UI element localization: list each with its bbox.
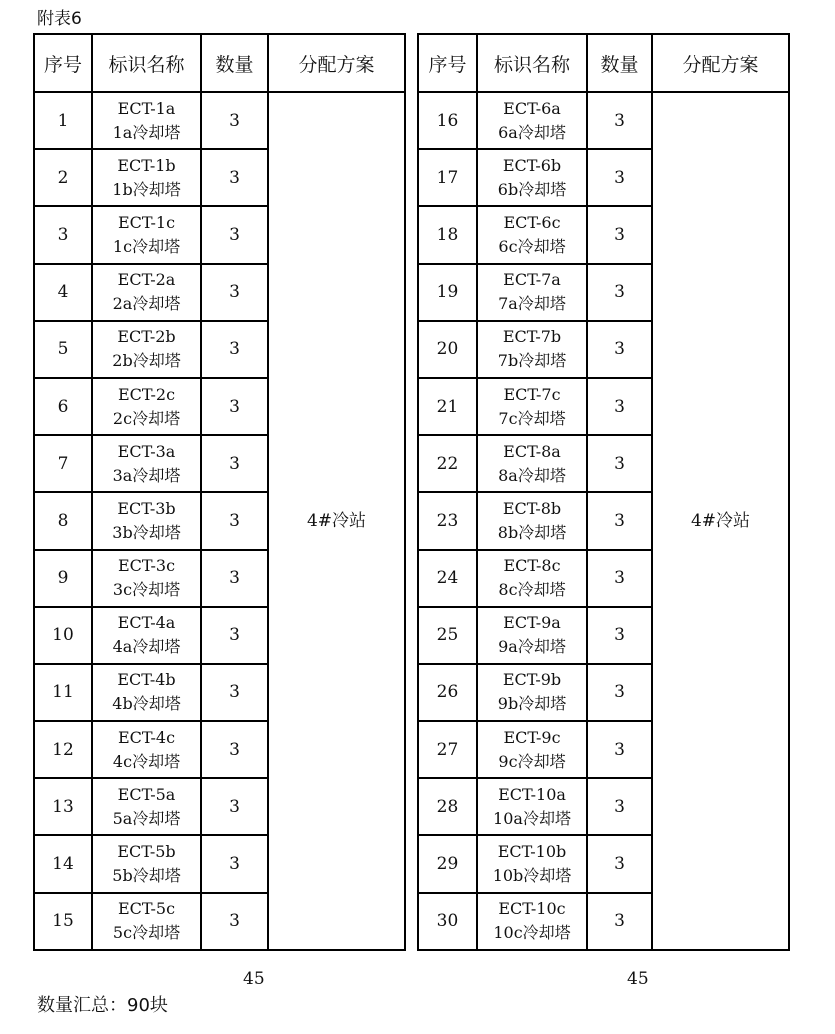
header-row [418, 34, 789, 92]
row-code: ECT-4b [117, 670, 176, 690]
row-index: 15 [34, 893, 92, 950]
row-code: ECT-10c [498, 899, 566, 919]
row-name: 5c冷却塔 [112, 923, 181, 943]
row-name: 10a冷却塔 [493, 808, 571, 828]
row-quantity: 3 [201, 893, 268, 950]
row-name: 7a冷却塔 [498, 294, 566, 314]
row-quantity: 3 [201, 149, 268, 206]
row-code: ECT-4c [117, 727, 176, 747]
row-quantity: 3 [201, 721, 268, 778]
row-index: 16 [418, 92, 477, 149]
row-code: ECT-9c [503, 727, 561, 747]
row-name: 4a冷却塔 [112, 637, 181, 657]
row-index: 10 [34, 607, 92, 664]
allocation-plan: 4#冷站 [652, 92, 789, 950]
row-quantity: 3 [587, 550, 652, 607]
row-index: 19 [418, 264, 477, 321]
row-index: 12 [34, 721, 92, 778]
row-name: 7c冷却塔 [498, 408, 566, 428]
row-identifier [477, 893, 587, 950]
header-name: 标识名称 [477, 34, 587, 92]
row-quantity: 3 [587, 264, 652, 321]
row-code: ECT-6c [503, 212, 561, 232]
row-code: ECT-2a [117, 270, 176, 290]
row-code: ECT-8a [503, 441, 561, 461]
header-plan: 分配方案 [652, 34, 789, 92]
header-quantity: 数量 [201, 34, 268, 92]
header-index: 序号 [34, 34, 92, 92]
row-code: ECT-10b [497, 842, 567, 862]
header-index: 序号 [418, 34, 477, 92]
table-row [34, 92, 405, 149]
row-code: ECT-1c [117, 212, 176, 232]
row-code: ECT-8c [503, 556, 561, 576]
row-identifier [92, 92, 201, 149]
row-code: ECT-3b [117, 498, 176, 518]
row-quantity: 3 [201, 664, 268, 721]
row-name: 9c冷却塔 [498, 751, 566, 771]
row-quantity: 3 [201, 206, 268, 263]
row-index: 23 [418, 492, 477, 549]
row-index: 24 [418, 550, 477, 607]
row-name: 8c冷却塔 [498, 580, 566, 600]
row-code: ECT-9b [502, 670, 562, 690]
row-identifier [92, 264, 201, 321]
row-code: ECT-5b [117, 842, 176, 862]
row-name: 1b冷却塔 [112, 179, 181, 199]
row-quantity: 3 [587, 893, 652, 950]
row-name: 1a冷却塔 [112, 122, 181, 142]
row-index: 18 [418, 206, 477, 263]
row-identifier [92, 492, 201, 549]
row-identifier [477, 835, 587, 892]
header-name: 标识名称 [92, 34, 201, 92]
row-code: ECT-8b [502, 498, 562, 518]
row-identifier [477, 435, 587, 492]
row-quantity: 3 [587, 378, 652, 435]
row-identifier [92, 435, 201, 492]
row-identifier [92, 206, 201, 263]
allocation-plan: 4#冷站 [268, 92, 405, 950]
row-identifier [477, 206, 587, 263]
row-quantity: 3 [587, 664, 652, 721]
header-row [34, 34, 405, 92]
row-index: 2 [34, 149, 92, 206]
row-name: 6c冷却塔 [498, 236, 566, 256]
row-identifier [477, 492, 587, 549]
row-identifier [477, 92, 587, 149]
row-code: ECT-9a [503, 613, 561, 633]
row-quantity: 3 [201, 778, 268, 835]
row-identifier [92, 550, 201, 607]
row-quantity: 3 [201, 435, 268, 492]
row-quantity: 3 [201, 492, 268, 549]
header-plan: 分配方案 [268, 34, 405, 92]
row-name: 4b冷却塔 [112, 694, 181, 714]
row-code: ECT-10a [498, 784, 566, 804]
row-identifier [477, 149, 587, 206]
row-code: ECT-4a [117, 613, 176, 633]
row-index: 21 [418, 378, 477, 435]
row-quantity: 3 [587, 778, 652, 835]
row-name: 9b冷却塔 [497, 694, 567, 714]
row-index: 30 [418, 893, 477, 950]
row-index: 7 [34, 435, 92, 492]
row-index: 29 [418, 835, 477, 892]
row-code: ECT-1b [117, 155, 176, 175]
row-name: 6b冷却塔 [497, 179, 567, 199]
row-code: ECT-7c [503, 384, 561, 404]
row-index: 26 [418, 664, 477, 721]
row-name: 3b冷却塔 [112, 522, 181, 542]
row-identifier [477, 721, 587, 778]
row-quantity: 3 [587, 206, 652, 263]
row-code: ECT-2b [117, 327, 176, 347]
row-identifier [92, 664, 201, 721]
row-code: ECT-1a [117, 98, 176, 118]
row-name: 2b冷却塔 [112, 351, 181, 371]
row-index: 8 [34, 492, 92, 549]
row-name: 3a冷却塔 [112, 465, 181, 485]
row-index: 25 [418, 607, 477, 664]
row-identifier [477, 264, 587, 321]
row-name: 9a冷却塔 [498, 637, 566, 657]
row-quantity: 3 [587, 492, 652, 549]
row-quantity: 3 [587, 92, 652, 149]
row-identifier [477, 607, 587, 664]
row-quantity: 3 [587, 435, 652, 492]
row-index: 3 [34, 206, 92, 263]
row-quantity: 3 [201, 835, 268, 892]
row-index: 4 [34, 264, 92, 321]
row-identifier [92, 835, 201, 892]
row-identifier [477, 550, 587, 607]
row-code: ECT-3a [117, 441, 176, 461]
row-name: 7b冷却塔 [497, 351, 567, 371]
row-name: 3c冷却塔 [112, 580, 181, 600]
row-code: ECT-5a [117, 784, 176, 804]
row-index: 13 [34, 778, 92, 835]
header-quantity: 数量 [587, 34, 652, 92]
allocation-table-right [417, 33, 790, 951]
row-identifier [92, 607, 201, 664]
row-index: 22 [418, 435, 477, 492]
row-quantity: 3 [587, 149, 652, 206]
grand-total: 数量汇总：90块 [37, 995, 168, 1016]
row-code: ECT-6a [503, 98, 561, 118]
row-identifier [477, 378, 587, 435]
row-name: 10c冷却塔 [493, 923, 571, 943]
row-quantity: 3 [587, 835, 652, 892]
row-code: ECT-7a [503, 270, 561, 290]
row-code: ECT-3c [117, 556, 176, 576]
row-index: 28 [418, 778, 477, 835]
row-code: ECT-7b [502, 327, 562, 347]
row-index: 11 [34, 664, 92, 721]
row-code: ECT-6b [502, 155, 562, 175]
row-name: 6a冷却塔 [498, 122, 566, 142]
row-quantity: 3 [201, 378, 268, 435]
row-name: 10b冷却塔 [492, 866, 572, 886]
row-index: 6 [34, 378, 92, 435]
allocation-table-left [33, 33, 406, 951]
row-name: 2a冷却塔 [112, 294, 181, 314]
row-quantity: 3 [201, 607, 268, 664]
row-identifier [92, 893, 201, 950]
row-identifier [477, 778, 587, 835]
row-quantity: 3 [201, 264, 268, 321]
row-name: 5b冷却塔 [112, 866, 181, 886]
row-code: ECT-5c [117, 899, 176, 919]
row-quantity: 3 [587, 321, 652, 378]
row-code: ECT-2c [117, 384, 176, 404]
row-index: 5 [34, 321, 92, 378]
row-name: 2c冷却塔 [112, 408, 181, 428]
subtotal-right: 45 [627, 969, 649, 989]
table-caption: 附表6 [37, 9, 82, 29]
row-quantity: 3 [201, 550, 268, 607]
row-index: 27 [418, 721, 477, 778]
row-index: 9 [34, 550, 92, 607]
row-name: 1c冷却塔 [112, 236, 181, 256]
row-name: 8a冷却塔 [498, 465, 566, 485]
row-name: 5a冷却塔 [112, 808, 181, 828]
row-index: 1 [34, 92, 92, 149]
row-name: 8b冷却塔 [497, 522, 567, 542]
subtotal-left: 45 [243, 969, 265, 989]
row-identifier [92, 721, 201, 778]
row-quantity: 3 [587, 607, 652, 664]
row-identifier [92, 149, 201, 206]
row-quantity: 3 [587, 721, 652, 778]
row-quantity: 3 [201, 92, 268, 149]
row-name: 4c冷却塔 [112, 751, 181, 771]
row-quantity: 3 [201, 321, 268, 378]
row-identifier [92, 321, 201, 378]
row-identifier [477, 321, 587, 378]
row-index: 20 [418, 321, 477, 378]
row-identifier [477, 664, 587, 721]
table-row [418, 92, 789, 149]
row-identifier [92, 378, 201, 435]
row-index: 17 [418, 149, 477, 206]
row-index: 14 [34, 835, 92, 892]
row-identifier [92, 778, 201, 835]
